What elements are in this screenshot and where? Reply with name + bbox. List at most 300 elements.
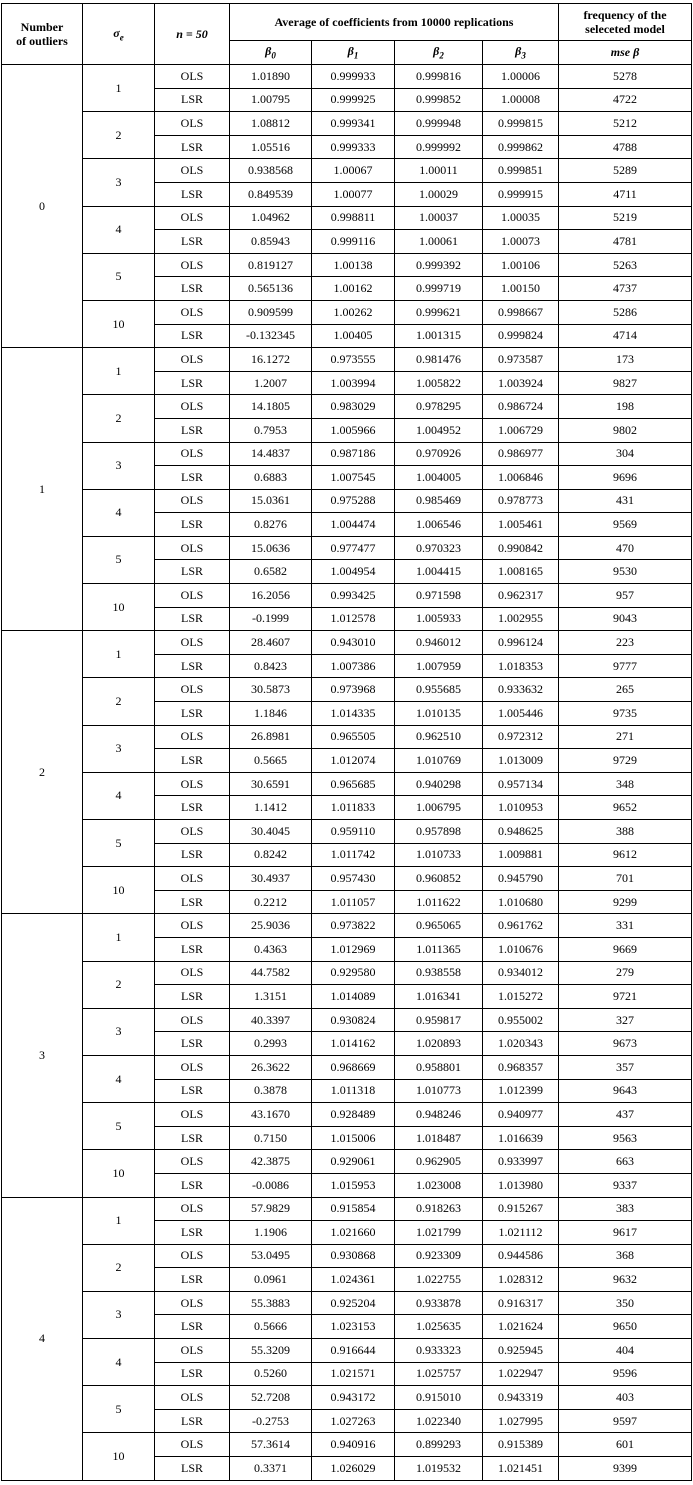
frequency-cell: 9530 [559,560,692,584]
beta-0-cell: 1.1846 [230,702,312,726]
outliers-cell: 4 [2,1197,83,1480]
sigma-cell: 10 [83,1433,155,1480]
frequency-cell: 327 [559,1008,692,1032]
beta-3-cell: 1.028312 [483,1268,559,1292]
beta-1-cell: 1.015953 [312,1173,395,1197]
beta-3-cell: 0.916317 [483,1291,559,1315]
beta-1-cell: 0.916644 [312,1339,395,1363]
table-row [2,1055,692,1079]
beta-2-cell: 1.016341 [395,985,483,1009]
header-number-of-outliers: Number of outliers [2,4,83,65]
beta-1-cell: 1.00067 [312,159,395,183]
table-header [2,4,692,65]
sigma-cell: 1 [83,348,155,395]
beta-0-cell: 0.8423 [230,654,312,678]
method-cell: LSR [155,890,230,914]
beta-0-cell: 14.4837 [230,442,312,466]
frequency-cell: 9673 [559,1032,692,1056]
beta-2-cell: 1.025635 [395,1315,483,1339]
beta-2-cell: 0.957898 [395,820,483,844]
beta-1-cell: 1.021660 [312,1221,395,1245]
frequency-cell: 5286 [559,300,692,324]
beta-2-cell: 1.005933 [395,607,483,631]
sigma-cell: 5 [83,253,155,300]
beta-3-cell: 1.003924 [483,371,559,395]
beta-1-cell: 1.021571 [312,1362,395,1386]
beta-1-cell: 1.012074 [312,749,395,773]
method-cell: OLS [155,584,230,608]
frequency-cell: 198 [559,395,692,419]
beta-0-cell: 26.3622 [230,1055,312,1079]
beta-3-cell: 1.013009 [483,749,559,773]
beta-0-cell: 0.7953 [230,418,312,442]
method-cell: LSR [155,1268,230,1292]
beta-1-cell: 0.929061 [312,1150,395,1174]
frequency-cell: 9735 [559,702,692,726]
sigma-cell: 5 [83,820,155,867]
frequency-cell: 9777 [559,654,692,678]
beta-1-cell: 0.925204 [312,1291,395,1315]
table-row [2,1291,692,1315]
beta-0-cell: -0.0086 [230,1173,312,1197]
beta-2-cell: 1.010733 [395,843,483,867]
frequency-cell: 403 [559,1386,692,1410]
beta-0-cell: 0.3371 [230,1457,312,1481]
beta-1-cell: 0.943172 [312,1386,395,1410]
method-cell: LSR [155,702,230,726]
beta-1-cell: 1.012969 [312,937,395,961]
method-cell: OLS [155,1008,230,1032]
table-row [2,348,692,372]
beta-1-cell: 1.027263 [312,1409,395,1433]
beta-0-cell: 0.909599 [230,300,312,324]
beta-2-cell: 0.962905 [395,1150,483,1174]
beta-2-cell: 0.933323 [395,1339,483,1363]
method-cell: LSR [155,1409,230,1433]
frequency-cell: 9612 [559,843,692,867]
beta-0-cell: -0.1999 [230,607,312,631]
beta-2-cell: 0.985469 [395,489,483,513]
sigma-cell: 3 [83,1008,155,1055]
beta-3-cell: 1.00150 [483,277,559,301]
sigma-cell: 3 [83,725,155,772]
beta-1-cell: 1.015006 [312,1126,395,1150]
beta-2-cell: 1.007959 [395,654,483,678]
beta-2-cell: 0.999948 [395,112,483,136]
beta-3-cell: 1.022947 [483,1362,559,1386]
beta-0-cell: 30.4937 [230,867,312,891]
beta-3-cell: 0.990842 [483,536,559,560]
beta-3-cell: 0.948625 [483,820,559,844]
beta-2-cell: 0.965065 [395,914,483,938]
beta-1-cell: 0.959110 [312,820,395,844]
beta-1-cell: 1.00162 [312,277,395,301]
beta-0-cell: 1.01890 [230,65,312,89]
beta-2-cell: 1.006546 [395,513,483,537]
beta-0-cell: 16.1272 [230,348,312,372]
beta-3-cell: 0.962317 [483,584,559,608]
beta-2-cell: 1.023008 [395,1173,483,1197]
method-cell: OLS [155,395,230,419]
beta-2-cell: 0.960852 [395,867,483,891]
beta-2-cell: 1.001315 [395,324,483,348]
beta-2-cell: 0.923309 [395,1244,483,1268]
beta-1-cell: 0.940916 [312,1433,395,1457]
table-row [2,584,692,608]
sigma-cell: 1 [83,1197,155,1244]
frequency-cell: 223 [559,631,692,655]
table-row [2,820,692,844]
beta-2-cell: 0.940298 [395,772,483,796]
beta-3-cell: 1.005461 [483,513,559,537]
sigma-cell: 2 [83,678,155,725]
sigma-cell: 1 [83,631,155,678]
frequency-cell: 357 [559,1055,692,1079]
beta-0-cell: 0.3878 [230,1079,312,1103]
method-cell: OLS [155,961,230,985]
frequency-cell: 331 [559,914,692,938]
frequency-cell: 9650 [559,1315,692,1339]
frequency-cell: 9617 [559,1221,692,1245]
sigma-cell: 3 [83,159,155,206]
beta-0-cell: 14.1805 [230,395,312,419]
method-cell: LSR [155,277,230,301]
beta-1-cell: 1.014162 [312,1032,395,1056]
beta-1-cell: 1.004474 [312,513,395,537]
beta-3-cell: 1.010953 [483,796,559,820]
table-row [2,961,692,985]
beta-1-cell: 1.00262 [312,300,395,324]
beta-2-cell: 1.00011 [395,159,483,183]
frequency-cell: 4788 [559,135,692,159]
beta-3-cell: 0.999915 [483,182,559,206]
beta-1-cell: 0.999333 [312,135,395,159]
beta-3-cell: 1.005446 [483,702,559,726]
table-row [2,112,692,136]
frequency-cell: 4711 [559,182,692,206]
beta-1-cell: 0.928489 [312,1103,395,1127]
beta-0-cell: 0.7150 [230,1126,312,1150]
beta-2-cell: 0.899293 [395,1433,483,1457]
frequency-cell: 9597 [559,1409,692,1433]
beta-3-cell: 0.986724 [483,395,559,419]
method-cell: LSR [155,937,230,961]
frequency-cell: 4714 [559,324,692,348]
beta-0-cell: 42.3875 [230,1150,312,1174]
beta-0-cell: -0.132345 [230,324,312,348]
beta-3-cell: 0.925945 [483,1339,559,1363]
method-cell: OLS [155,65,230,89]
frequency-cell: 470 [559,536,692,560]
method-cell: OLS [155,1339,230,1363]
method-cell: OLS [155,112,230,136]
beta-0-cell: 44.7582 [230,961,312,985]
beta-1-cell: 1.007386 [312,654,395,678]
beta-2-cell: 1.011622 [395,890,483,914]
frequency-cell: 265 [559,678,692,702]
beta-1-cell: 1.004954 [312,560,395,584]
outliers-cell: 1 [2,348,83,631]
beta-0-cell: 1.1906 [230,1221,312,1245]
beta-0-cell: 1.08812 [230,112,312,136]
beta-3-cell: 1.009881 [483,843,559,867]
table-row [2,536,692,560]
method-cell: LSR [155,324,230,348]
method-cell: LSR [155,796,230,820]
beta-0-cell: 0.2993 [230,1032,312,1056]
beta-3-cell: 0.998667 [483,300,559,324]
frequency-cell: 9569 [559,513,692,537]
beta-0-cell: 1.1412 [230,796,312,820]
method-cell: OLS [155,1244,230,1268]
beta-2-cell: 1.021799 [395,1221,483,1245]
method-cell: OLS [155,1386,230,1410]
table-row [2,489,692,513]
method-cell: LSR [155,985,230,1009]
beta-2-cell: 1.018487 [395,1126,483,1150]
beta-1-cell: 0.957430 [312,867,395,891]
beta-1-cell: 0.973555 [312,348,395,372]
beta-0-cell: 28.4607 [230,631,312,655]
beta-2-cell: 1.00037 [395,206,483,230]
table-row [2,631,692,655]
table-row [2,159,692,183]
method-cell: LSR [155,88,230,112]
beta-1-cell: 0.987186 [312,442,395,466]
beta-3-cell: 0.961762 [483,914,559,938]
sigma-cell: 10 [83,584,155,631]
beta-1-cell: 0.968669 [312,1055,395,1079]
beta-0-cell: 1.05516 [230,135,312,159]
beta-2-cell: 0.958801 [395,1055,483,1079]
beta-1-cell: 0.930868 [312,1244,395,1268]
frequency-cell: 5289 [559,159,692,183]
beta-0-cell: 57.3614 [230,1433,312,1457]
frequency-cell: 350 [559,1291,692,1315]
method-cell: OLS [155,1103,230,1127]
beta-3-cell: 0.915267 [483,1197,559,1221]
sigma-cell: 2 [83,961,155,1008]
sigma-cell: 2 [83,112,155,159]
beta-0-cell: 0.5665 [230,749,312,773]
beta-3-cell: 1.015272 [483,985,559,1009]
method-cell: LSR [155,1032,230,1056]
beta-2-cell: 1.00029 [395,182,483,206]
beta-0-cell: 0.849539 [230,182,312,206]
beta-0-cell: 0.5260 [230,1362,312,1386]
beta-1-cell: 0.993425 [312,584,395,608]
frequency-cell: 601 [559,1433,692,1457]
table-row [2,914,692,938]
sigma-cell: 3 [83,1291,155,1338]
frequency-cell: 9632 [559,1268,692,1292]
table-row [2,772,692,796]
header-beta-0: $\beta_0$ [230,41,312,65]
beta-2-cell: 1.005822 [395,371,483,395]
beta-3-cell: 1.021624 [483,1315,559,1339]
beta-1-cell: 0.915854 [312,1197,395,1221]
beta-1-cell: 0.973822 [312,914,395,938]
beta-3-cell: 0.999815 [483,112,559,136]
beta-0-cell: 25.9036 [230,914,312,938]
beta-2-cell: 0.999816 [395,65,483,89]
beta-0-cell: 52.7208 [230,1386,312,1410]
frequency-cell: 9399 [559,1457,692,1481]
beta-1-cell: 1.014335 [312,702,395,726]
table-row [2,725,692,749]
beta-1-cell: 0.999116 [312,230,395,254]
beta-3-cell: 0.934012 [483,961,559,985]
beta-1-cell: 1.007545 [312,466,395,490]
beta-2-cell: 1.010773 [395,1079,483,1103]
method-cell: LSR [155,1079,230,1103]
beta-3-cell: 0.933997 [483,1150,559,1174]
frequency-cell: 9729 [559,749,692,773]
method-cell: OLS [155,348,230,372]
beta-2-cell: 0.970323 [395,536,483,560]
beta-2-cell: 0.999719 [395,277,483,301]
method-cell: LSR [155,418,230,442]
method-cell: LSR [155,654,230,678]
beta-0-cell: 57.9829 [230,1197,312,1221]
beta-3-cell: 1.012399 [483,1079,559,1103]
beta-3-cell: 0.943319 [483,1386,559,1410]
beta-3-cell: 0.978773 [483,489,559,513]
beta-3-cell: 0.955002 [483,1008,559,1032]
method-cell: OLS [155,772,230,796]
method-cell: OLS [155,159,230,183]
beta-1-cell: 1.00077 [312,182,395,206]
header-beta-1: $\beta_1$ [312,41,395,65]
beta-3-cell: 1.00035 [483,206,559,230]
frequency-cell: 9652 [559,796,692,820]
beta-2-cell: 1.006795 [395,796,483,820]
header-beta-2: $\beta_2$ [395,41,483,65]
method-cell: LSR [155,371,230,395]
beta-2-cell: 1.004005 [395,466,483,490]
beta-2-cell: 1.010769 [395,749,483,773]
frequency-cell: 271 [559,725,692,749]
beta-0-cell: 0.819127 [230,253,312,277]
beta-3-cell: 1.006846 [483,466,559,490]
outliers-cell: 3 [2,914,83,1197]
frequency-cell: 437 [559,1103,692,1127]
beta-3-cell: 0.915389 [483,1433,559,1457]
method-cell: LSR [155,466,230,490]
sigma-cell: 5 [83,1103,155,1150]
method-cell: LSR [155,1126,230,1150]
beta-3-cell: 1.006729 [483,418,559,442]
beta-3-cell: 0.940977 [483,1103,559,1127]
beta-3-cell: 1.008165 [483,560,559,584]
beta-3-cell: 0.972312 [483,725,559,749]
frequency-cell: 304 [559,442,692,466]
beta-0-cell: 0.8276 [230,513,312,537]
beta-1-cell: 0.999933 [312,65,395,89]
simulation-results-table [1,3,692,1481]
table-row [2,442,692,466]
beta-2-cell: 1.00061 [395,230,483,254]
beta-2-cell: 0.948246 [395,1103,483,1127]
beta-0-cell: 0.6582 [230,560,312,584]
method-cell: OLS [155,489,230,513]
beta-3-cell: 1.018353 [483,654,559,678]
beta-0-cell: 0.6883 [230,466,312,490]
beta-1-cell: 1.005966 [312,418,395,442]
beta-2-cell: 1.022755 [395,1268,483,1292]
frequency-cell: 431 [559,489,692,513]
beta-2-cell: 1.004952 [395,418,483,442]
beta-0-cell: 30.5873 [230,678,312,702]
frequency-cell: 9721 [559,985,692,1009]
method-cell: OLS [155,867,230,891]
beta-2-cell: 0.971598 [395,584,483,608]
frequency-cell: 9596 [559,1362,692,1386]
beta-0-cell: 0.5666 [230,1315,312,1339]
beta-1-cell: 1.011742 [312,843,395,867]
frequency-cell: 9563 [559,1126,692,1150]
beta-3-cell: 1.00006 [483,65,559,89]
frequency-cell: 404 [559,1339,692,1363]
frequency-cell: 957 [559,584,692,608]
table-row [2,1244,692,1268]
frequency-cell: 9696 [559,466,692,490]
beta-1-cell: 0.965685 [312,772,395,796]
sigma-cell: 1 [83,65,155,112]
beta-2-cell: 0.933878 [395,1291,483,1315]
method-cell: OLS [155,1197,230,1221]
beta-0-cell: 0.4363 [230,937,312,961]
sigma-cell: 2 [83,395,155,442]
beta-2-cell: 0.962510 [395,725,483,749]
beta-3-cell: 0.957134 [483,772,559,796]
beta-3-cell: 1.010676 [483,937,559,961]
beta-1-cell: 0.943010 [312,631,395,655]
method-cell: OLS [155,253,230,277]
frequency-cell: 173 [559,348,692,372]
method-cell: OLS [155,1291,230,1315]
frequency-cell: 663 [559,1150,692,1174]
beta-3-cell: 1.021112 [483,1221,559,1245]
beta-1-cell: 1.00405 [312,324,395,348]
frequency-cell: 9043 [559,607,692,631]
sigma-cell: 1 [83,914,155,961]
method-cell: LSR [155,1362,230,1386]
beta-2-cell: 0.918263 [395,1197,483,1221]
method-cell: OLS [155,820,230,844]
frequency-cell: 9299 [559,890,692,914]
method-cell: LSR [155,1315,230,1339]
beta-1-cell: 1.024361 [312,1268,395,1292]
beta-3-cell: 1.010680 [483,890,559,914]
frequency-cell: 368 [559,1244,692,1268]
beta-2-cell: 0.915010 [395,1386,483,1410]
table-row [2,1008,692,1032]
beta-1-cell: 1.011833 [312,796,395,820]
header-average-coefficients: Average of coefficients from 10000 replications [230,4,559,41]
beta-1-cell: 0.977477 [312,536,395,560]
beta-0-cell: 0.8242 [230,843,312,867]
beta-0-cell: 55.3209 [230,1339,312,1363]
beta-1-cell: 0.973968 [312,678,395,702]
beta-2-cell: 0.999852 [395,88,483,112]
table-row [2,1433,692,1457]
sigma-cell: 5 [83,536,155,583]
beta-1-cell: 0.999341 [312,112,395,136]
frequency-cell: 9669 [559,937,692,961]
beta-1-cell: 1.011057 [312,890,395,914]
beta-3-cell: 0.933632 [483,678,559,702]
